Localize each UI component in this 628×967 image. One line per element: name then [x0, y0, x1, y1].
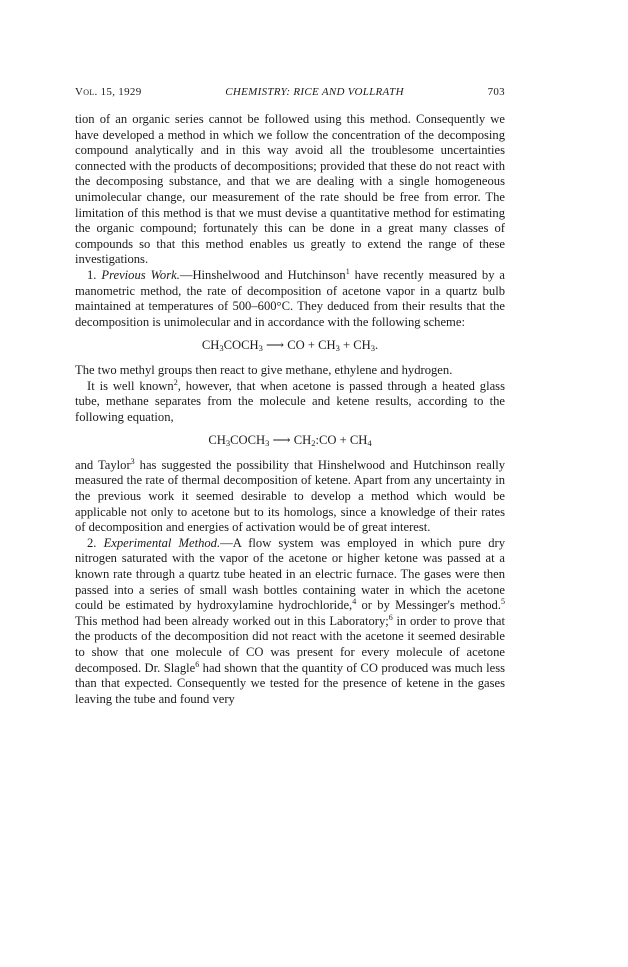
page-number: 703 [487, 86, 505, 98]
section-number: 2. [87, 535, 97, 550]
eq-subscript: 3 [265, 438, 270, 449]
running-header [75, 86, 505, 98]
eq-term: CH [208, 433, 226, 448]
paragraph-taylor [75, 458, 505, 536]
section-text: had shown that the quantity of CO produced was much less than that expected. Consequently we tested for the presence of ketene in the gases leaving the tube and found very [75, 660, 506, 706]
reaction-arrow: ⟶ [262, 338, 288, 353]
section-text: have recently measured by a manometric method, the rate of decomposition of acetone vapor in a quartz bulb maintained at temperatures of 500–600°C. They deduced from their results that the decomposition is unimolecular and in accordance with the following scheme: [75, 267, 505, 329]
paragraph-text: , however, that when acetone is passed through a heated glass tube, methane separates from the molecule and ketene results, according to the following equation, [75, 378, 505, 424]
eq-subscript: 3 [219, 343, 224, 354]
journal-page [75, 86, 505, 707]
eq-term: . [375, 338, 379, 353]
paragraph-continuation: tion of an organic series cannot be followed using this method. Consequently we have developed a method in which we follow the concentration of the decomposing compound analytically and in this way avoid all the troublesome uncertainties connected with the products of decompositions; provided that these do not react with the decomposing substance, and that we are dealing with a single homogeneous unimolecular change, our measurement of the rate should be free from error. The limitation of this method is that we must devise a quantitative method for estimating the organic compound; fortunately this can be done in a great many classes of compounds so that this method enables us greatly to extend the range of these investigations. [75, 112, 505, 267]
paragraph-ketene [75, 379, 505, 426]
reaction-arrow: ⟶ [269, 433, 294, 448]
eq-term: :CO + CH [315, 433, 368, 448]
footnote-ref: 6 [195, 659, 200, 669]
eq-subscript: 3 [258, 343, 263, 354]
section-text: in order to prove that the products of the decomposition did not react with the acetone it seemed desirable to show that one molecule of CO was present for every molecule of acetone decomposed. Dr. Slagle [75, 613, 506, 675]
section-experimental-method [75, 536, 505, 708]
section-number: 1. [87, 267, 97, 282]
paragraph-text: has suggested the possibility that Hinshelwood and Hutchinson really measured the rate of thermal decomposition of ketene. Apart from any uncertainty in the previous work it seemed desirable to develop a method which would be applicable not only to acetone but to its homologs, since a knowledge of their rates of decomposition and energies of activation would be of great interest. [75, 457, 505, 535]
article-body [75, 112, 505, 707]
section-text: or by Messinger's method. [356, 598, 501, 613]
eq-term: CH [293, 433, 312, 448]
eq-subscript: 3 [335, 343, 340, 354]
footnote-ref: 5 [501, 597, 505, 607]
paragraph-methyl-groups: The two methyl groups then react to give methane, ethylene and hydrogen. [75, 362, 453, 377]
eq-term: + CH [339, 338, 371, 353]
section-text: This method had been already worked out in this Laboratory; [75, 613, 389, 628]
eq-term: CH [201, 338, 220, 353]
eq-subscript: 4 [367, 438, 372, 449]
paragraph-text: and Taylor [75, 457, 131, 472]
footnote-ref: 3 [130, 456, 135, 466]
section-text: —Hinshelwood and Hutchinson [179, 267, 346, 282]
section-text: —A flow system was employed in which pure dry nitrogen saturated with the vapor of the acetone or higher ketone was passed at a known rate through a quartz tube heated in an electric furnace. The gases were then passed into a series of small wash bottles containing water in which the acetone could be estimated by hydroxylamine hydrochloride, [75, 535, 505, 613]
eq-term: COCH [223, 338, 259, 353]
volume-label: Vol. 15, 1929 [75, 86, 142, 98]
section-heading: Previous Work. [101, 267, 180, 282]
footnote-ref: 1 [345, 266, 350, 276]
equation-acetone-decomposition [75, 338, 505, 354]
eq-subscript: 2 [311, 438, 316, 449]
footnote-ref: 2 [173, 377, 178, 387]
equation-ketene-formation [75, 433, 505, 449]
footnote-ref: 4 [352, 597, 357, 607]
paragraph-text: It is well known [87, 378, 174, 393]
eq-term: COCH [230, 433, 266, 448]
footnote-ref: 6 [388, 612, 393, 622]
eq-subscript: 3 [370, 343, 375, 354]
section-heading: Experimental Method. [103, 535, 221, 550]
section-previous-work [75, 268, 505, 330]
eq-term: CO + CH [287, 338, 336, 353]
running-title: CHEMISTRY: RICE AND VOLLRATH [225, 86, 404, 98]
eq-subscript: 3 [225, 438, 231, 449]
